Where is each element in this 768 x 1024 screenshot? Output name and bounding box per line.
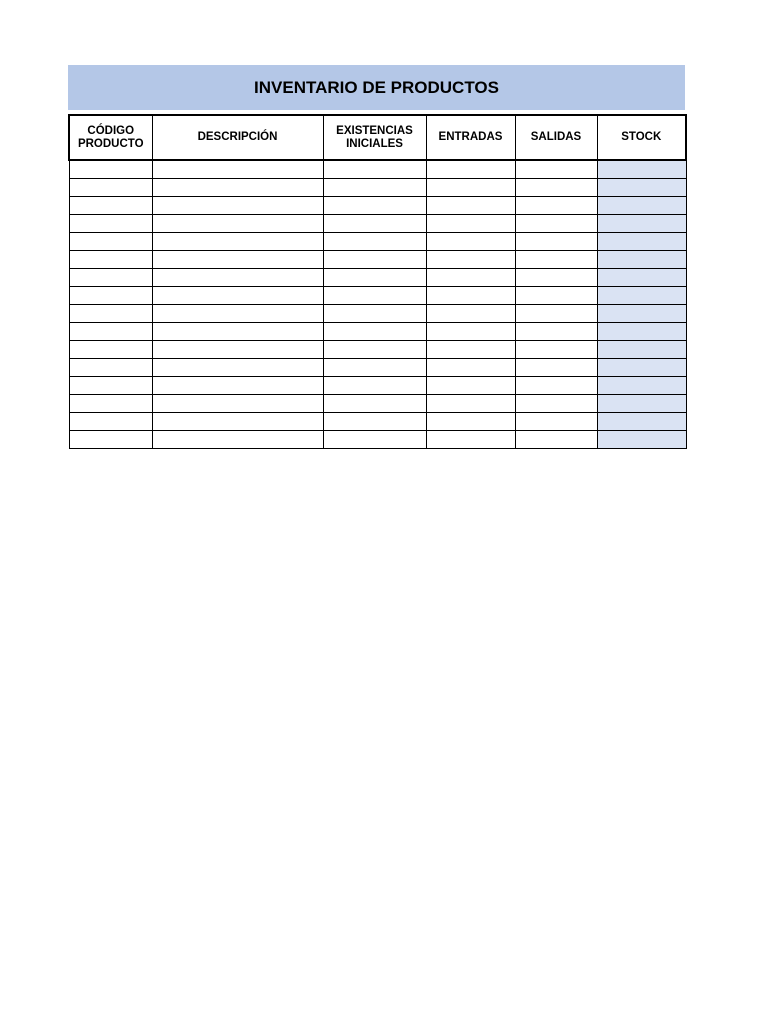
cell-stock[interactable] bbox=[597, 179, 686, 197]
cell-entradas[interactable] bbox=[426, 323, 515, 341]
table-row bbox=[69, 323, 686, 341]
cell-salidas[interactable] bbox=[515, 431, 597, 449]
cell-salidas[interactable] bbox=[515, 287, 597, 305]
cell-existencias[interactable] bbox=[323, 305, 426, 323]
cell-stock[interactable] bbox=[597, 215, 686, 233]
cell-stock[interactable] bbox=[597, 233, 686, 251]
cell-descripcion[interactable] bbox=[152, 233, 323, 251]
table-row bbox=[69, 233, 686, 251]
cell-codigo[interactable] bbox=[69, 287, 152, 305]
cell-existencias[interactable] bbox=[323, 233, 426, 251]
column-header-descripcion[interactable]: DESCRIPCIÓN bbox=[152, 115, 323, 160]
cell-codigo[interactable] bbox=[69, 233, 152, 251]
cell-existencias[interactable] bbox=[323, 341, 426, 359]
cell-salidas[interactable] bbox=[515, 413, 597, 431]
cell-entradas[interactable] bbox=[426, 431, 515, 449]
sheet-title: INVENTARIO DE PRODUCTOS bbox=[68, 65, 685, 110]
cell-descripcion[interactable] bbox=[152, 305, 323, 323]
cell-existencias[interactable] bbox=[323, 377, 426, 395]
cell-entradas[interactable] bbox=[426, 251, 515, 269]
column-header-codigo[interactable]: CÓDIGO PRODUCTO bbox=[69, 115, 152, 160]
cell-entradas[interactable] bbox=[426, 305, 515, 323]
table-row bbox=[69, 269, 686, 287]
cell-stock[interactable] bbox=[597, 341, 686, 359]
column-header-salidas[interactable]: SALIDAS bbox=[515, 115, 597, 160]
cell-existencias[interactable] bbox=[323, 413, 426, 431]
table-row bbox=[69, 179, 686, 197]
cell-entradas[interactable] bbox=[426, 413, 515, 431]
cell-descripcion[interactable] bbox=[152, 215, 323, 233]
cell-codigo[interactable] bbox=[69, 431, 152, 449]
cell-entradas[interactable] bbox=[426, 287, 515, 305]
cell-descripcion[interactable] bbox=[152, 341, 323, 359]
cell-codigo[interactable] bbox=[69, 215, 152, 233]
cell-entradas[interactable] bbox=[426, 341, 515, 359]
cell-descripcion[interactable] bbox=[152, 377, 323, 395]
cell-stock[interactable] bbox=[597, 395, 686, 413]
table-row bbox=[69, 395, 686, 413]
cell-existencias[interactable] bbox=[323, 179, 426, 197]
cell-existencias[interactable] bbox=[323, 251, 426, 269]
cell-stock[interactable] bbox=[597, 305, 686, 323]
cell-stock[interactable] bbox=[597, 160, 686, 179]
cell-codigo[interactable] bbox=[69, 341, 152, 359]
cell-salidas[interactable] bbox=[515, 377, 597, 395]
cell-salidas[interactable] bbox=[515, 305, 597, 323]
cell-existencias[interactable] bbox=[323, 431, 426, 449]
cell-entradas[interactable] bbox=[426, 197, 515, 215]
table-row bbox=[69, 287, 686, 305]
cell-entradas[interactable] bbox=[426, 179, 515, 197]
cell-descripcion[interactable] bbox=[152, 287, 323, 305]
cell-stock[interactable] bbox=[597, 359, 686, 377]
table-row bbox=[69, 359, 686, 377]
cell-stock[interactable] bbox=[597, 431, 686, 449]
cell-codigo[interactable] bbox=[69, 305, 152, 323]
table-row bbox=[69, 197, 686, 215]
cell-entradas[interactable] bbox=[426, 215, 515, 233]
cell-salidas[interactable] bbox=[515, 251, 597, 269]
cell-salidas[interactable] bbox=[515, 359, 597, 377]
cell-existencias[interactable] bbox=[323, 269, 426, 287]
table-row bbox=[69, 377, 686, 395]
cell-stock[interactable] bbox=[597, 197, 686, 215]
cell-descripcion[interactable] bbox=[152, 359, 323, 377]
table-row bbox=[69, 160, 686, 179]
header-row bbox=[69, 115, 686, 160]
table-row bbox=[69, 251, 686, 269]
cell-salidas[interactable] bbox=[515, 395, 597, 413]
table-row bbox=[69, 431, 686, 449]
cell-codigo[interactable] bbox=[69, 160, 152, 179]
cell-salidas[interactable] bbox=[515, 179, 597, 197]
cell-codigo[interactable] bbox=[69, 395, 152, 413]
cell-codigo[interactable] bbox=[69, 269, 152, 287]
cell-descripcion[interactable] bbox=[152, 160, 323, 179]
cell-existencias[interactable] bbox=[323, 215, 426, 233]
cell-existencias[interactable] bbox=[323, 395, 426, 413]
column-header-entradas[interactable]: ENTRADAS bbox=[426, 115, 515, 160]
cell-codigo[interactable] bbox=[69, 251, 152, 269]
cell-salidas[interactable] bbox=[515, 215, 597, 233]
cell-entradas[interactable] bbox=[426, 395, 515, 413]
cell-stock[interactable] bbox=[597, 287, 686, 305]
column-header-stock[interactable]: STOCK bbox=[597, 115, 686, 160]
cell-stock[interactable] bbox=[597, 251, 686, 269]
cell-existencias[interactable] bbox=[323, 323, 426, 341]
cell-codigo[interactable] bbox=[69, 413, 152, 431]
cell-entradas[interactable] bbox=[426, 359, 515, 377]
cell-descripcion[interactable] bbox=[152, 251, 323, 269]
cell-codigo[interactable] bbox=[69, 377, 152, 395]
cell-entradas[interactable] bbox=[426, 233, 515, 251]
cell-salidas[interactable] bbox=[515, 197, 597, 215]
cell-salidas[interactable] bbox=[515, 341, 597, 359]
cell-stock[interactable] bbox=[597, 377, 686, 395]
cell-descripcion[interactable] bbox=[152, 395, 323, 413]
inventory-sheet bbox=[68, 65, 685, 449]
inventory-table bbox=[68, 114, 687, 449]
cell-existencias[interactable] bbox=[323, 287, 426, 305]
cell-existencias[interactable] bbox=[323, 160, 426, 179]
cell-codigo[interactable] bbox=[69, 197, 152, 215]
cell-entradas[interactable] bbox=[426, 160, 515, 179]
cell-stock[interactable] bbox=[597, 269, 686, 287]
cell-salidas[interactable] bbox=[515, 233, 597, 251]
table-body bbox=[69, 160, 686, 449]
cell-salidas[interactable] bbox=[515, 323, 597, 341]
cell-stock[interactable] bbox=[597, 413, 686, 431]
cell-entradas[interactable] bbox=[426, 377, 515, 395]
cell-descripcion[interactable] bbox=[152, 323, 323, 341]
cell-codigo[interactable] bbox=[69, 323, 152, 341]
table-row bbox=[69, 413, 686, 431]
table-row bbox=[69, 341, 686, 359]
cell-codigo[interactable] bbox=[69, 359, 152, 377]
cell-salidas[interactable] bbox=[515, 269, 597, 287]
cell-descripcion[interactable] bbox=[152, 413, 323, 431]
cell-descripcion[interactable] bbox=[152, 197, 323, 215]
cell-existencias[interactable] bbox=[323, 197, 426, 215]
cell-stock[interactable] bbox=[597, 323, 686, 341]
cell-codigo[interactable] bbox=[69, 179, 152, 197]
cell-descripcion[interactable] bbox=[152, 269, 323, 287]
cell-entradas[interactable] bbox=[426, 269, 515, 287]
cell-descripcion[interactable] bbox=[152, 431, 323, 449]
cell-salidas[interactable] bbox=[515, 160, 597, 179]
table-row bbox=[69, 305, 686, 323]
cell-descripcion[interactable] bbox=[152, 179, 323, 197]
cell-existencias[interactable] bbox=[323, 359, 426, 377]
table-row bbox=[69, 215, 686, 233]
column-header-existencias[interactable]: EXISTENCIAS INICIALES bbox=[323, 115, 426, 160]
